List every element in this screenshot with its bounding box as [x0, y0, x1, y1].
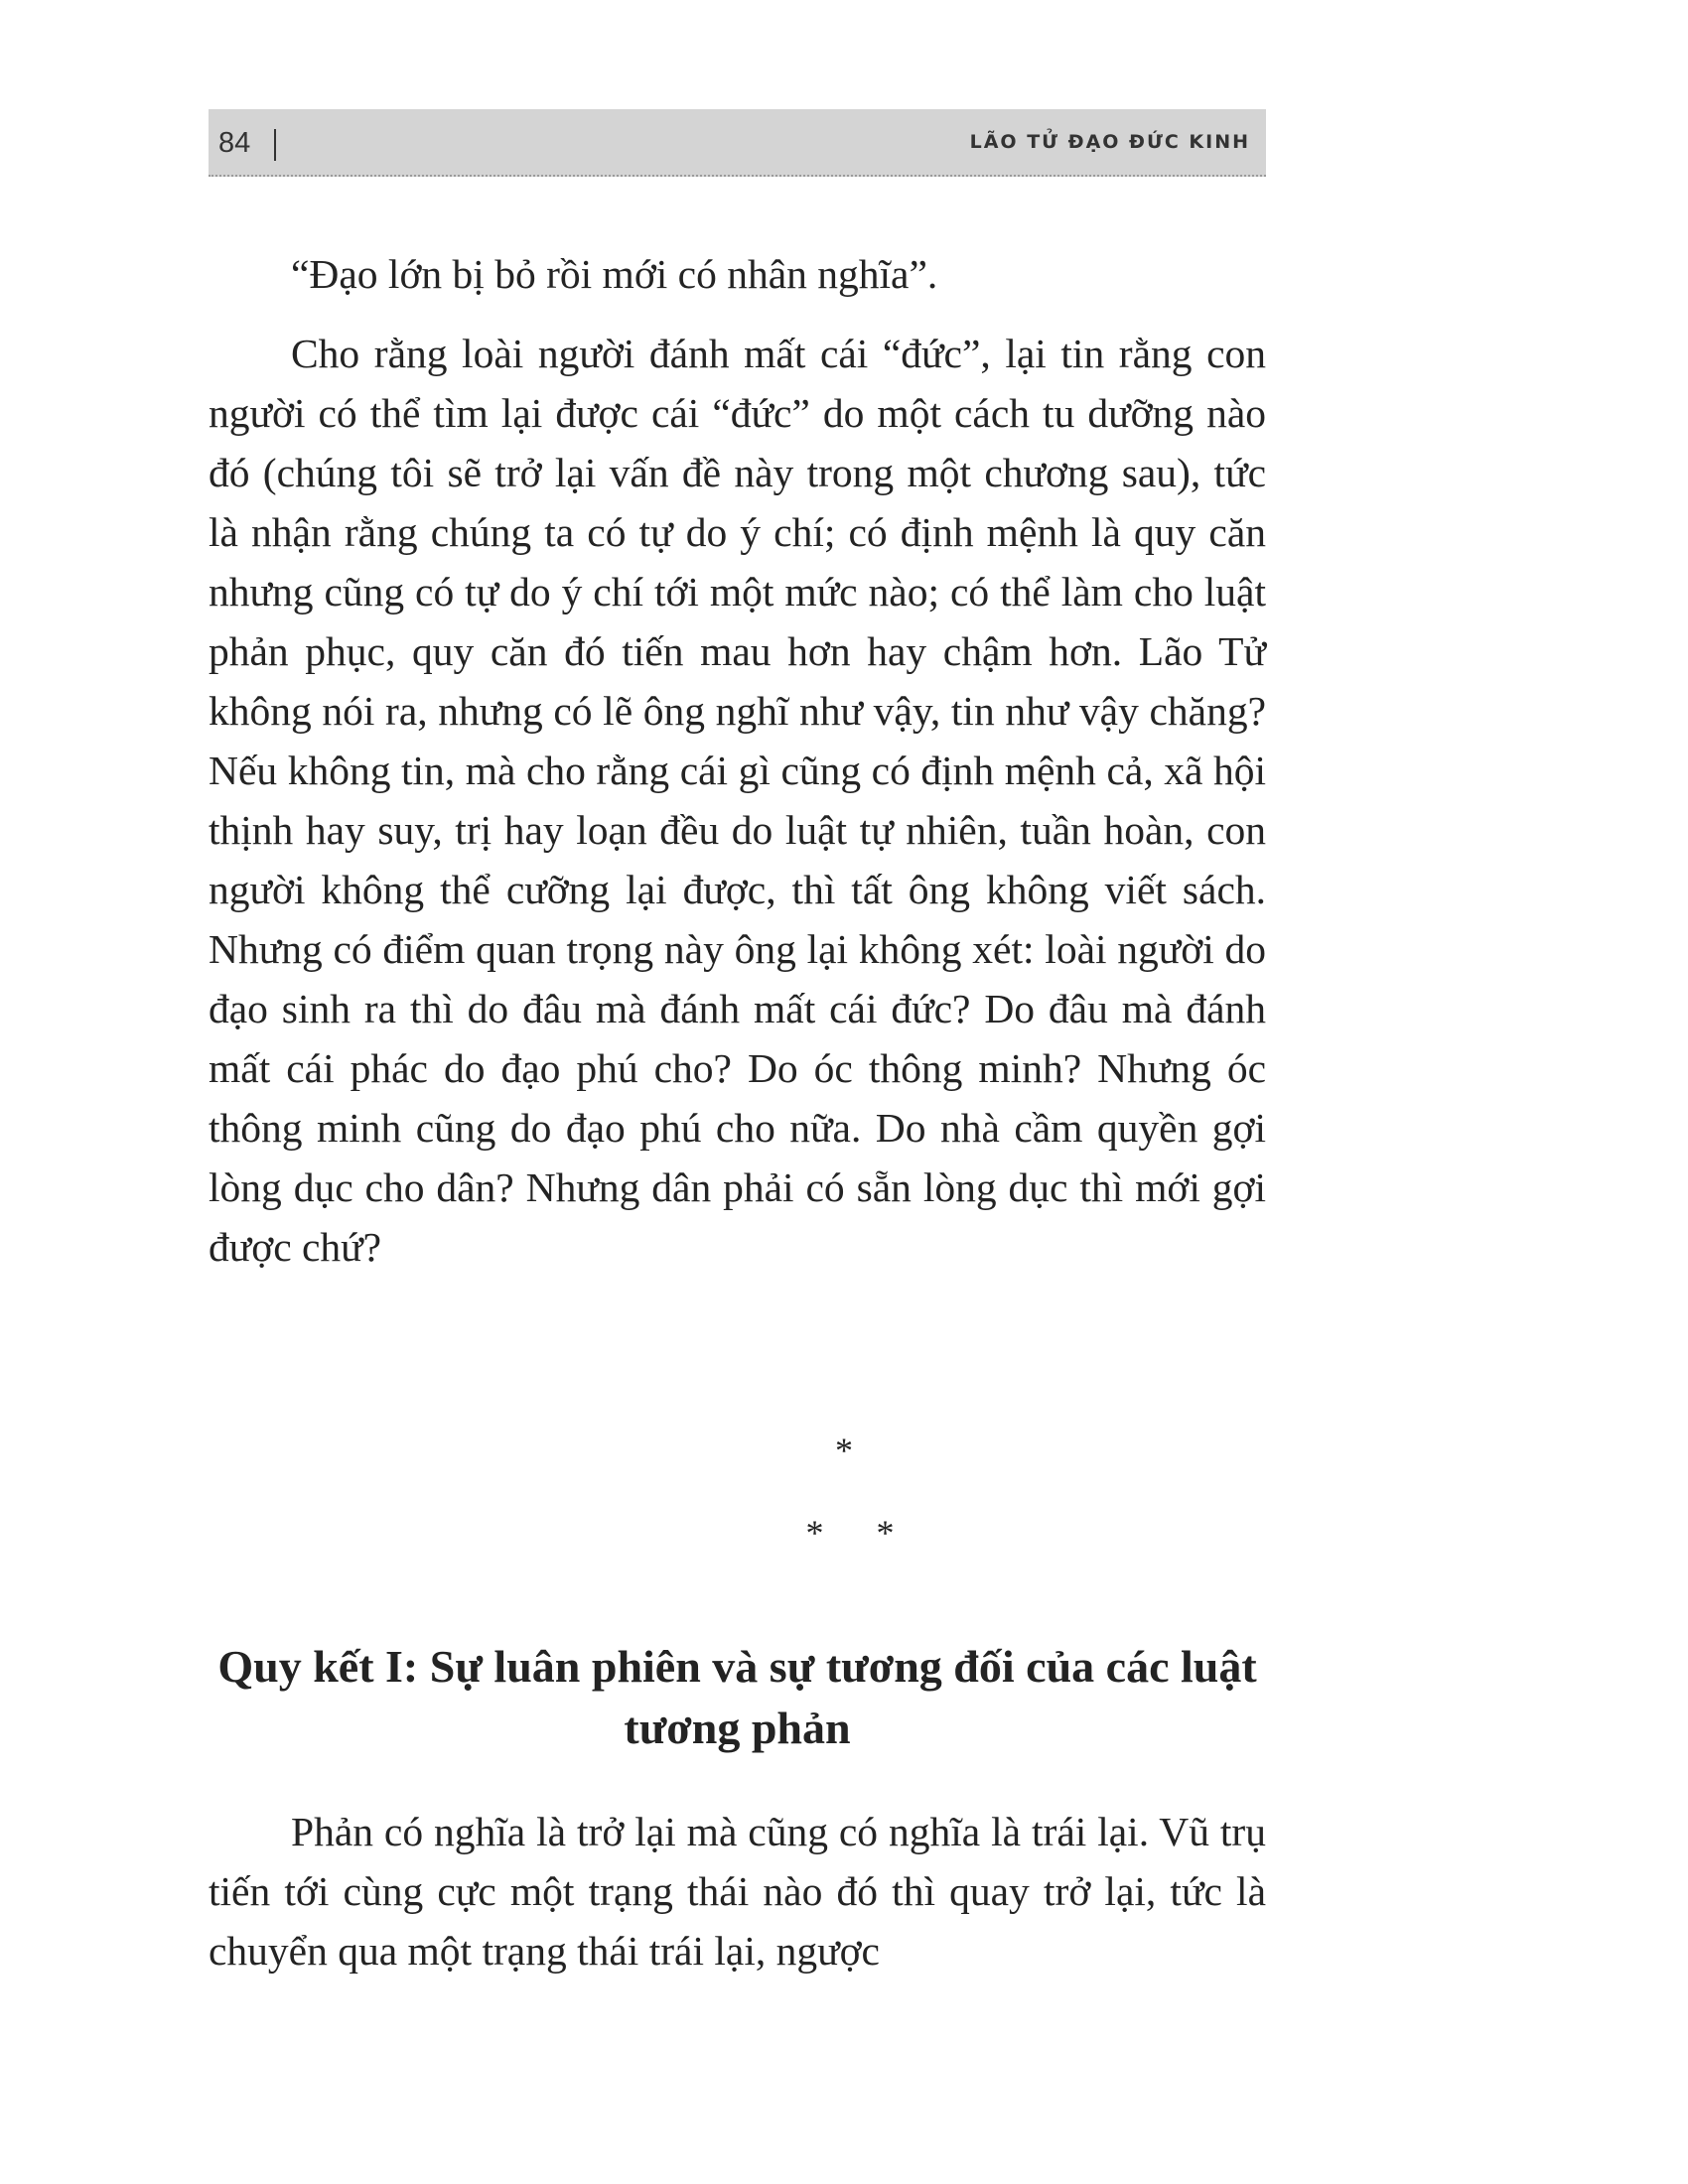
- paragraph-block-2: [209, 1802, 1266, 1980]
- paragraph-1: Cho rằng loài người đánh mất cái “đức”, lại tin rằng con người có thể tìm lại được cái “đức” do một cách tu dưỡng nào đó (chúng tôi sẽ trở lại vấn đề này trong một chương sau), tức là nhận rằng chúng ta có tự do ý chí; có định mệnh là quy căn nhưng cũng có tự do ý chí tới một mức nào; có thể làm cho luật phản phục, quy căn đó tiến mau hơn hay chậm hơn. Lão Tử không nói ra, nhưng có lẽ ông nghĩ như vậy, tin như vậy chăng? Nếu không tin, mà cho rằng cái gì cũng có định mệnh cả, xã hội thịnh hay suy, trị hay loạn đều do luật tự nhiên, tuần hoàn, con người không thể cưỡng lại được, thì tất ông không viết sách. Nhưng có điểm quan trọng này ông lại không xét: loài người do đạo sinh ra thì do đâu mà đánh mất cái đức? Do đâu mà đánh mất cái phác do đạo phú cho? Do óc thông minh? Nhưng óc thông minh cũng do đạo phú cho nữa. Do nhà cầm quyền gợi lòng dục cho dân? Nhưng dân phải có sẵn lòng dục thì mới gợi được chứ?: [209, 331, 1266, 1270]
- paragraph-2: Phản có nghĩa là trở lại mà cũng có nghĩa là trái lại. Vũ trụ tiến tới cùng cực một trạng thái nào đó thì quay trở lại, tức là chuyển qua một trạng thái trái lại, ngược: [209, 1809, 1266, 1974]
- section-heading: Quy kết I: Sự luân phiên và sự tương đối của các luật tương phản: [217, 1641, 1257, 1753]
- quote-text: “Đạo lớn bị bỏ rồi mới có nhân nghĩa”.: [291, 251, 938, 297]
- header-divider: [274, 129, 276, 161]
- quote-block: [209, 244, 1266, 304]
- separator-bottom: * *: [805, 1513, 895, 1553]
- book-title: LÃO TỬ ĐẠO ĐỨC KINH: [969, 131, 1250, 153]
- paragraph-block-1: [209, 324, 1266, 1277]
- running-header: [209, 109, 1266, 177]
- separator-top: *: [835, 1431, 853, 1470]
- page-number: 84: [218, 127, 251, 159]
